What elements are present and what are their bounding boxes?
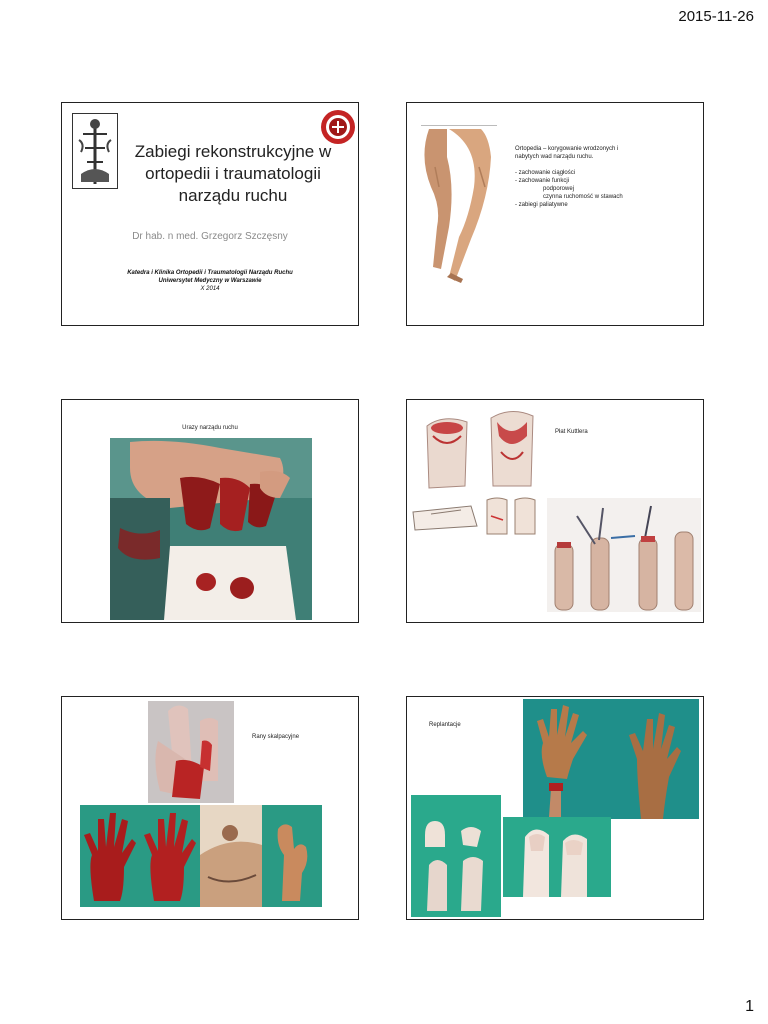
department-year: X 2014 [200, 286, 220, 292]
list-item: podporowej [543, 186, 575, 192]
slide-rany [61, 696, 359, 920]
intro-line: nabytych wad narządu ruchu. [515, 154, 594, 160]
replanted-fingertip-photo-1 [411, 795, 501, 917]
intro-line: Ortopedia – korygowanie wrodzonych i [515, 146, 619, 152]
clinic-logo [320, 109, 356, 145]
list-item: - zachowanie funkcji [515, 178, 570, 184]
slide3-title: Urazy narządu ruchu [182, 425, 238, 431]
scalp-wound-photo [200, 805, 262, 907]
slide-replantacje [406, 696, 704, 920]
list-item: czynna ruchomość w stawach [543, 194, 623, 200]
reconstructed-hand-photo [262, 805, 322, 907]
kuttler-drawing-top [419, 406, 547, 492]
scalped-hands-photo [80, 805, 200, 907]
department [62, 269, 358, 293]
legs-photo [419, 127, 499, 287]
kuttler-drawing-bottom [411, 496, 537, 538]
department-line: Katedra i Klinika Ortopedii i Traumatologii Narządu Ruchu [127, 270, 293, 276]
university-logo [72, 113, 118, 189]
slide5-title: Rany skalpacyjne [252, 734, 300, 740]
divider [421, 125, 497, 126]
list-item: - zabiegi paliatywne [515, 202, 568, 208]
injured-hand-photo [110, 438, 312, 620]
slide-urazy [61, 399, 359, 623]
department-line: Uniwersytet Medyczny w Warszawie [158, 278, 262, 284]
kuttler-steps-photo [547, 498, 701, 612]
title-line: ortopedii i traumatologii [145, 164, 321, 183]
print-date: 2015-11-26 [678, 8, 754, 25]
slide2-text [515, 145, 695, 209]
scalped-finger-photo [148, 701, 234, 803]
author: Dr hab. n med. Grzegorz Szczęsny [132, 231, 288, 242]
amputated-finger-photo [523, 781, 607, 817]
list-item: - zachowanie ciągłości [515, 170, 576, 176]
replanted-hand-photo-1 [523, 699, 607, 781]
slide-title [61, 102, 359, 326]
slide-title-text [128, 141, 338, 207]
slide-kuttler [406, 399, 704, 623]
page-number: 1 [745, 998, 754, 1015]
title-line: narządu ruchu [178, 186, 288, 205]
title-line: Zabiegi rekonstrukcyjne w [134, 142, 332, 161]
slide6-title: Replantacje [429, 722, 461, 728]
slide-ortopedia [406, 102, 704, 326]
replanted-hand-photo-2 [607, 699, 699, 819]
slide4-title: Płat Kuttlera [555, 429, 588, 435]
replanted-fingertip-photo-2 [503, 817, 611, 897]
